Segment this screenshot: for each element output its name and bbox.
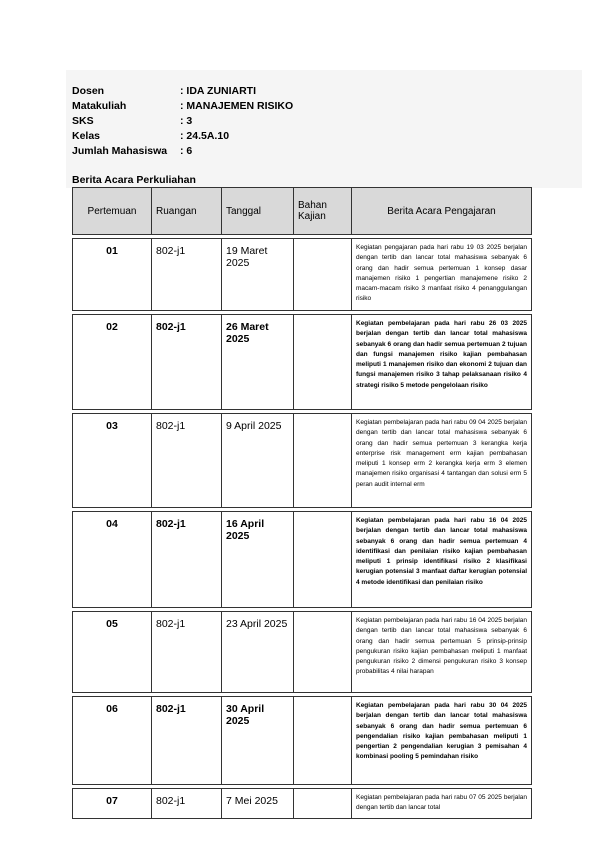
cell-bahan — [294, 789, 352, 819]
info-row-matakuliah — [72, 99, 293, 114]
info-value: : 24.5A.10 — [180, 130, 230, 142]
info-label: Jumlah Mahasiswa — [72, 145, 168, 157]
cell-ruangan: 802-j1 — [152, 239, 222, 311]
header-berita-acara: Berita Acara Pengajaran — [352, 188, 532, 235]
cell-pertemuan: 07 — [73, 789, 152, 819]
cell-berita: Kegiatan pembelajaran pada hari rabu 07 05 2025 berjalan dengan tertib dan lancar total — [352, 789, 532, 819]
cell-tanggal: 19 Maret 2025 — [222, 239, 294, 311]
info-value: : MANAJEMEN RISIKO — [180, 100, 294, 112]
info-row-dosen — [72, 84, 293, 99]
info-row-kelas — [72, 129, 293, 144]
cell-ruangan: 802-j1 — [152, 512, 222, 608]
cell-tanggal: 30 April 2025 — [222, 697, 294, 785]
cell-pertemuan: 01 — [73, 239, 152, 311]
info-label: SKS — [72, 115, 94, 127]
cell-berita: Kegiatan pembelajaran pada hari rabu 09 04 2025 berjalan dengan tertib dan lancar total mahasiswa sebanyak 6 orang dan hadir semua pertemuan 3 kerangka kerja enterprise risk management erm kajian pembahasan meliputi 1 konsep erm 2 kerangka kerja erm 3 elemen manajemen risiko organisasi 4 tantangan dan solusi erm 5 peran audit internal erm — [352, 414, 532, 508]
cell-berita: Kegiatan pembelajaran pada hari rabu 16 04 2025 berjalan dengan tertib dan lancar total mahasiswa sebanyak 6 orang dan hadir semua pertemuan 5 prinsip-prinsip pengukuran risiko kajian pembahasan meliputi 1 manfaat pengukuran risiko 2 dimensi pengukuran risiko 3 konsep probabilitas 4 nilai harapan — [352, 612, 532, 693]
cell-bahan — [294, 697, 352, 785]
cell-bahan — [294, 239, 352, 311]
cell-tanggal: 9 April 2025 — [222, 414, 294, 508]
cell-bahan — [294, 612, 352, 693]
header-tanggal: Tanggal — [222, 188, 294, 235]
table-row — [73, 414, 532, 508]
info-label: Dosen — [72, 85, 105, 97]
info-value: : IDA ZUNIARTI — [180, 85, 257, 97]
table-row — [73, 315, 532, 410]
lecture-table — [72, 187, 532, 819]
cell-berita: Kegiatan pembelajaran pada hari rabu 16 04 2025 berjalan dengan tertib dan lancar total mahasiswa sebanyak 6 orang dan hadir semua pertemuan 4 identifikasi dan penilaian risiko kajian pembahasan meliputi 1 prinsip identifikasi risiko 2 klasifikasi kerugian potensial 3 manfaat daftar kerugian potensial 4 metode identifikasi dan penilaian risiko — [352, 512, 532, 608]
cell-pertemuan: 05 — [73, 612, 152, 693]
info-label: Matakuliah — [72, 100, 127, 112]
cell-pertemuan: 03 — [73, 414, 152, 508]
info-row-jumlah — [72, 144, 293, 159]
header-pertemuan: Pertemuan — [73, 188, 152, 235]
table-row — [73, 512, 532, 608]
info-label: Kelas — [72, 130, 101, 142]
cell-tanggal: 16 April 2025 — [222, 512, 294, 608]
table-row — [73, 789, 532, 819]
cell-berita: Kegiatan pembelajaran pada hari rabu 26 03 2025 berjalan dengan tertib dan lancar total mahasiswa sebanyak 6 orang dan hadir semua pertemuan 2 tujuan dan fungsi manajemen risiko kajian pembahasan meliputi 1 manajemen risiko dan ekonomi 2 tujuan dan fungsi manajemen risiko 3 tahap pelaksanaan risiko 4 strategi risiko 5 metode pengelolaan risiko — [352, 315, 532, 410]
cell-bahan — [294, 315, 352, 410]
info-value: : 3 — [180, 115, 193, 127]
cell-pertemuan: 06 — [73, 697, 152, 785]
cell-bahan — [294, 512, 352, 608]
cell-tanggal: 26 Maret 2025 — [222, 315, 294, 410]
cell-berita: Kegiatan pengajaran pada hari rabu 19 03 2025 berjalan dengan tertib dan lancar total mahasiswa sebanyak 6 orang dan hadir semua pertemuan 1 konsep dasar manajemen risiko 1 pengertian manajemene risiko 2 macam-macam risiko 3 manfaat risiko 4 penanggulangan risiko — [352, 239, 532, 311]
cell-ruangan: 802-j1 — [152, 697, 222, 785]
info-value: : 6 — [180, 145, 193, 157]
cell-tanggal: 23 April 2025 — [222, 612, 294, 693]
table-row — [73, 239, 532, 311]
course-info — [72, 84, 293, 159]
cell-ruangan: 802-j1 — [152, 315, 222, 410]
table-header-row — [73, 188, 532, 235]
info-row-sks — [72, 114, 293, 129]
cell-pertemuan: 02 — [73, 315, 152, 410]
table-row — [73, 612, 532, 693]
cell-tanggal: 7 Mei 2025 — [222, 789, 294, 819]
cell-ruangan: 802-j1 — [152, 612, 222, 693]
section-title: Berita Acara Perkuliahan — [72, 174, 196, 186]
table-row — [73, 697, 532, 785]
header-bahan-kajian: Bahan Kajian — [294, 188, 352, 235]
cell-bahan — [294, 414, 352, 508]
cell-berita: Kegiatan pembelajaran pada hari rabu 30 04 2025 berjalan dengan tertib dan lancar total mahasiswa sebanyak 6 orang dan hadir semua pertemuan 6 pengendalian risiko kajian pembahasan meliputi 1 pengertian 2 pengendalian kerugian 3 pemisahan 4 kombinasi pooling 5 pemindahan risiko — [352, 697, 532, 785]
cell-ruangan: 802-j1 — [152, 414, 222, 508]
cell-pertemuan: 04 — [73, 512, 152, 608]
cell-ruangan: 802-j1 — [152, 789, 222, 819]
header-ruangan: Ruangan — [152, 188, 222, 235]
